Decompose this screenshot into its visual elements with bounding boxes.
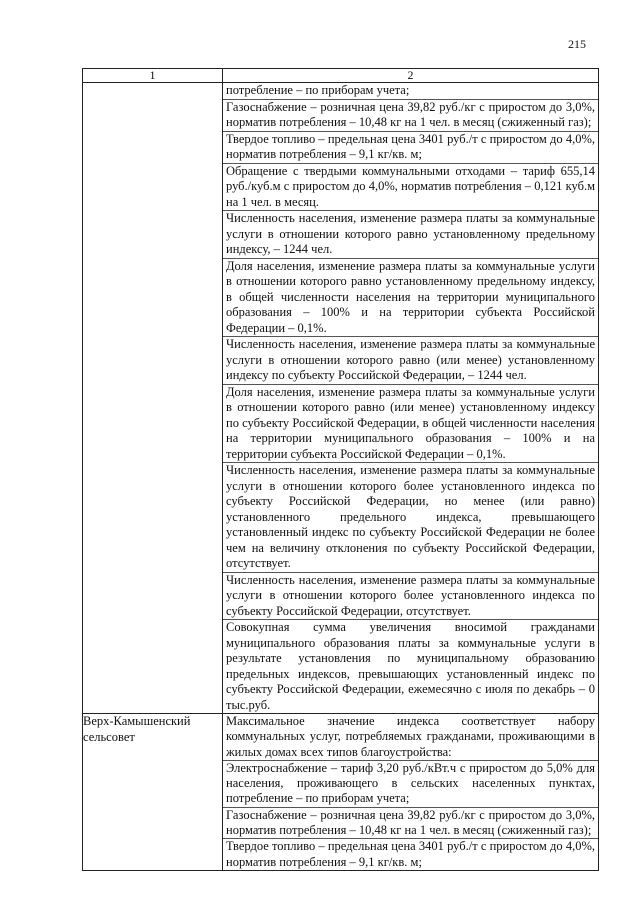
column-header-1: 1 — [83, 69, 223, 83]
table-row — [83, 83, 599, 714]
content-paragraph: Доля населения, изменение размера платы за коммунальные услуги в отношении которого равно (или менее) установленному индексу по субъекту Российской Федерации, в общей численности населения на территории муниципального образования – 100% и на территории субъекта Российской Федерации – 0,1%. — [223, 384, 598, 463]
content-paragraph: Численность населения, изменение размера платы за коммунальные услуги в отношении которого более установленного индекса по субъекту Российской Федерации, отсутствует. — [223, 572, 598, 620]
content-paragraph: Электроснабжение – тариф 3,20 руб./кВт.ч с приростом до 5,0% для населения, проживающего в сельских населенных пунктах, потребление – по приборам учета; — [223, 760, 598, 807]
content-paragraph: Газоснабжение – розничная цена 39,82 руб./кг с приростом до 3,0%, норматив потребления – 10,48 кг на 1 чел. в месяц (сжиженный газ); — [223, 807, 598, 839]
content-paragraph: Максимальное значение индекса соответствует набору коммунальных услуг, потребляемых гражданами, проживающими в жилых домах всех типов благоустройства: — [226, 714, 595, 759]
municipality-cell: Верх-Камышенский сельсовет — [83, 714, 223, 871]
document-table — [82, 68, 599, 871]
content-paragraph: потребление – по приборам учета; — [226, 83, 410, 97]
content-paragraph: Численность населения, изменение размера платы за коммунальные услуги в отношении которого более установленного индекса по субъекту Российской Федерации, но менее (или равно) установленного предельного индекса, превышающего установленный индекс по субъекту Российской Федерации не более чем на величину отклонения по субъекту Российской Федерации, отсутствует. — [223, 462, 598, 572]
content-paragraph: Обращение с твердыми коммунальными отходами – тариф 655,14 руб./куб.м с приростом до 4,0%, норматив потребления – 0,121 куб.м на 1 чел. в месяц. — [223, 163, 598, 211]
content-paragraph: Численность населения, изменение размера платы за коммунальные услуги в отношении которого равно установленному предельному индексу, – 1244 чел. — [223, 210, 598, 258]
page-number: 215 — [568, 37, 586, 51]
content-paragraph: Численность населения, изменение размера платы за коммунальные услуги в отношении которого равно (или менее) установленному индексу по субъекту Российской Федерации, – 1244 чел. — [223, 336, 598, 384]
table-header-row — [83, 69, 599, 83]
content-paragraph: Доля населения, изменение размера платы за коммунальные услуги в отношении которого равно установленному предельному индексу, в общей численности населения на территории муниципального образования – 100% и на территории субъекта Российской Федерации – 0,1%. — [223, 258, 598, 337]
column-header-2: 2 — [223, 69, 599, 83]
content-paragraph: Твердое топливо – предельная цена 3401 руб./т с приростом до 4,0%, норматив потребления – 9,1 кг/кв. м; — [223, 838, 598, 870]
table-row — [83, 714, 599, 871]
content-paragraph: Газоснабжение – розничная цена 39,82 руб./кг с приростом до 3,0%, норматив потребления – 10,48 кг на 1 чел. в месяц (сжиженный газ); — [223, 99, 598, 131]
content-paragraph: Твердое топливо – предельная цена 3401 руб./т с приростом до 4,0%, норматив потребления – 9,1 кг/кв. м; — [223, 131, 598, 163]
municipality-cell — [83, 83, 223, 714]
content-cell — [223, 714, 599, 871]
content-cell — [223, 83, 599, 714]
content-paragraph: Совокупная сумма увеличения вносимой гражданами муниципального образования платы за коммунальные услуги в результате установления по муниципальному образованию предельных индексов, превышающих установленный индекс по субъекту Российской Федерации, ежемесячно с июля по декабрь – 0 тыс.руб. — [223, 619, 598, 713]
